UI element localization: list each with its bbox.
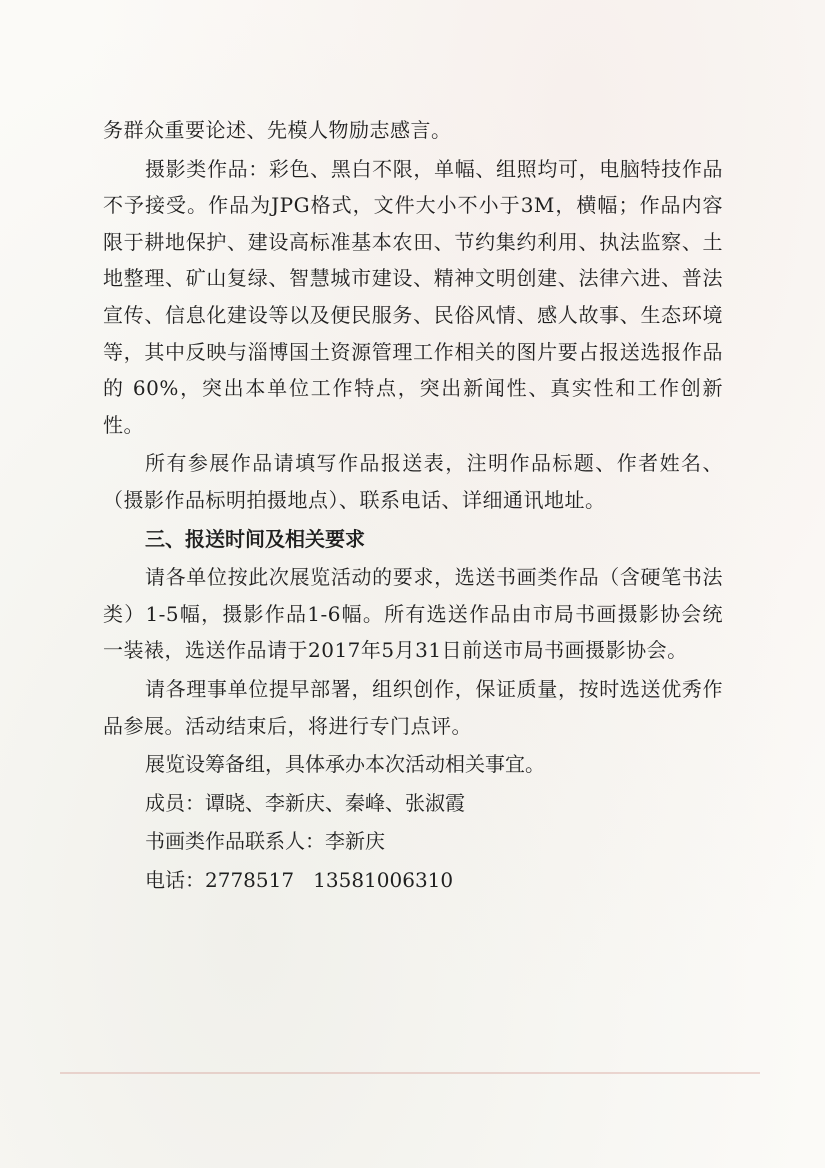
paragraph-photography-requirements: 摄影类作品：彩色、黑白不限，单幅、组照均可，电脑特技作品不予接受。作品为JPG格式，文件大小不小于3M，横幅；作品内容限于耕地保护、建设高标准基本农田、节约集约利用、执法监察、土地整理、矿山复绿、智慧城市建设、精神文明创建、法律六进、普法宣传、信息化建设等以及便民服务、民俗风情、感人故事、生态环境等，其中反映与淄博国土资源管理工作相关的图片要占报送选报作品的 60%，突出本单位工作特点，突出新闻性、真实性和工作创新性。 xyxy=(103,156,723,437)
paragraph-submission-requirements: 请各单位按此次展览活动的要求，选送书画类作品（含硬笔书法类）1-5幅，摄影作品1-6幅。所有选送作品由市局书画摄影协会统一装裱，选送作品请于2017年5月31日前送市局书画摄影协会。 xyxy=(103,565,723,663)
members-line: 成员：谭晓、李新庆、秦峰、张淑霞 xyxy=(145,790,465,815)
paragraph-organize-creation: 请各理事单位提早部署，组织创作，保证质量，按时选送优秀作品参展。活动结束后，将进行专门点评。 xyxy=(103,676,723,738)
phone-line: 电话：2778517 13581006310 xyxy=(145,867,454,892)
page-divider xyxy=(60,1072,760,1074)
section-heading-submission: 三、报送时间及相关要求 xyxy=(145,526,365,551)
paragraph-submission-form: 所有参展作品请填写作品报送表，注明作品标题、作者姓名、（摄影作品标明拍摄地点）、联系电话、详细通讯地址。 xyxy=(103,451,723,512)
document-body xyxy=(103,112,723,898)
paragraph-continuation: 务群众重要论述、先模人物励志感言。 xyxy=(103,118,452,142)
contact-line: 书画类作品联系人：李新庆 xyxy=(145,829,385,854)
paragraph-preparatory-group: 展览设筹备组，具体承办本次活动相关事宜。 xyxy=(145,752,545,777)
